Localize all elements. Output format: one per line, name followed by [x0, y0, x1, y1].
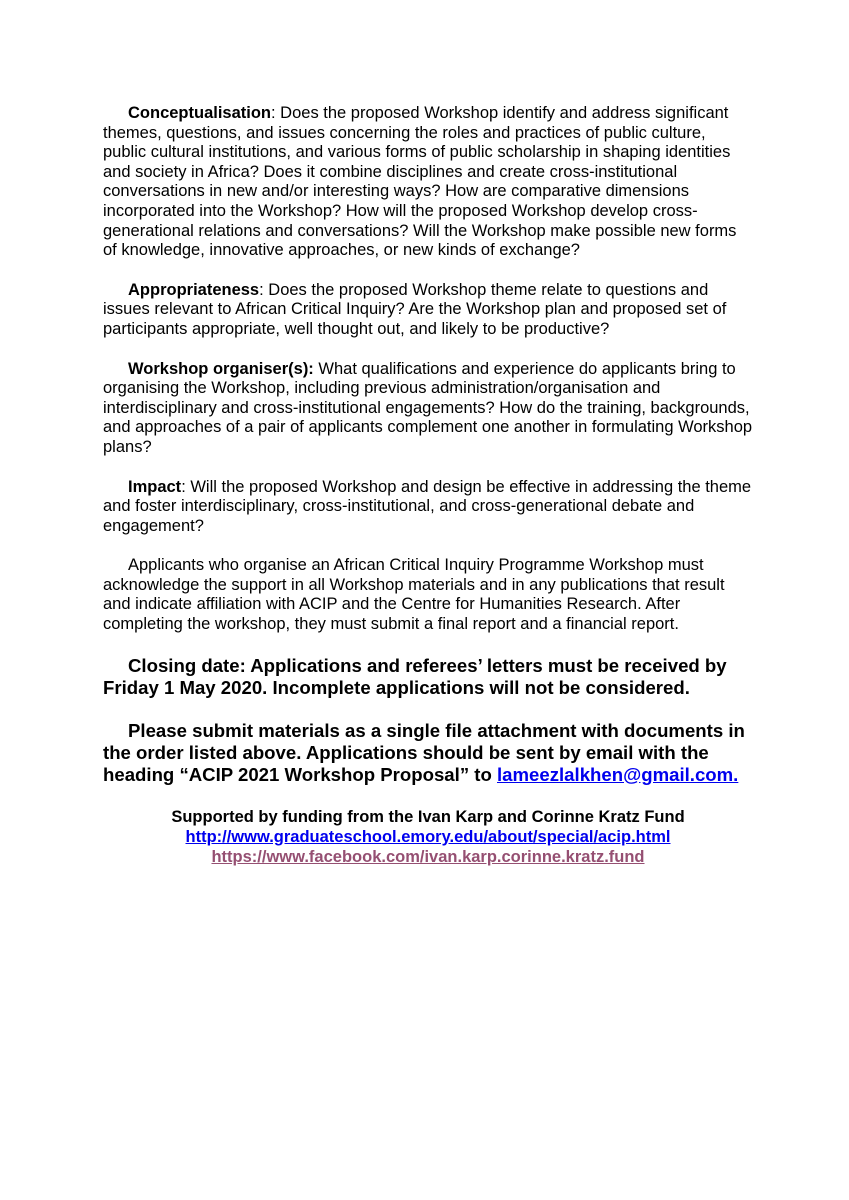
submission-instructions	[103, 720, 753, 786]
submission-text: Please submit materials as a single file attachment with documents in the order listed above. Applications should be sent by email with the heading “ACIP 2021 Workshop Proposal” to	[103, 719, 745, 785]
impact-text: : Will the proposed Workshop and design be effective in addressing the theme and foster interdisciplinary, cross-institutional, and cross-generational debate and engagement?	[103, 477, 752, 535]
acknowledgement-text: Applicants who organise an African Critical Inquiry Programme Workshop must acknowledge the support in all Workshop materials and in any publications that result and indicate affiliation with ACIP and the Centre for Humanities Research. After completing the workshop, they must submit a final report and a financial report.	[103, 556, 725, 634]
organisers-text: What qualifications and experience do applicants bring to organising the Workshop, including previous administration/organisation and interdisciplinary and cross-institutional engagements? How do the training, backgrounds, and approaches of a pair of applicants complement one another in formulating Workshop plans?	[103, 359, 753, 456]
conceptualisation-text: : Does the proposed Workshop identify and address significant themes, questions, and issues concerning the roles and practices of public culture, public cultural institutions, and various forms of public scholarship in shaping identities and society in Africa? Does it combine disciplines and create cross-institutional conversations in new and/or interesting ways? How are comparative dimensions incorporated into the Workshop? How will the proposed Workshop develop cross-generational relations and conversations? Will the Workshop make possible new forms of knowledge, innovative approaches, or new kinds of exchange?	[103, 104, 737, 260]
document-body	[103, 104, 753, 867]
organisers-heading: Workshop organiser(s):	[128, 359, 314, 378]
conceptualisation-heading: Conceptualisation	[128, 104, 272, 122]
funding-statement: Supported by funding from the Ivan Karp and Corinne Kratz Fund	[171, 807, 685, 826]
facebook-fund-link[interactable]: https://www.facebook.com/ivan.karp.corinne.kratz.fund	[211, 847, 645, 866]
appropriateness-paragraph	[103, 281, 753, 340]
impact-paragraph	[103, 478, 753, 537]
emory-acip-link[interactable]: http://www.graduateschool.emory.edu/about/special/acip.html	[185, 827, 671, 846]
funding-footer	[103, 807, 753, 867]
acknowledgement-paragraph	[103, 556, 753, 634]
closing-date-notice	[103, 655, 753, 699]
closing-date-text: Closing date: Applications and referees’ letters must be received by Friday 1 May 2020. Incomplete applications will not be considered.	[103, 654, 727, 698]
appropriateness-text: : Does the proposed Workshop theme relate to questions and issues relevant to African Critical Inquiry? Are the Workshop plan and proposed set of participants appropriate, well thought out, and likely to be productive?	[103, 280, 727, 338]
impact-heading: Impact	[128, 477, 182, 496]
email-link[interactable]: lameezlalkhen@gmail.com.	[497, 763, 739, 785]
appropriateness-heading: Appropriateness	[128, 280, 260, 299]
conceptualisation-paragraph	[103, 104, 753, 261]
organisers-paragraph	[103, 360, 753, 458]
